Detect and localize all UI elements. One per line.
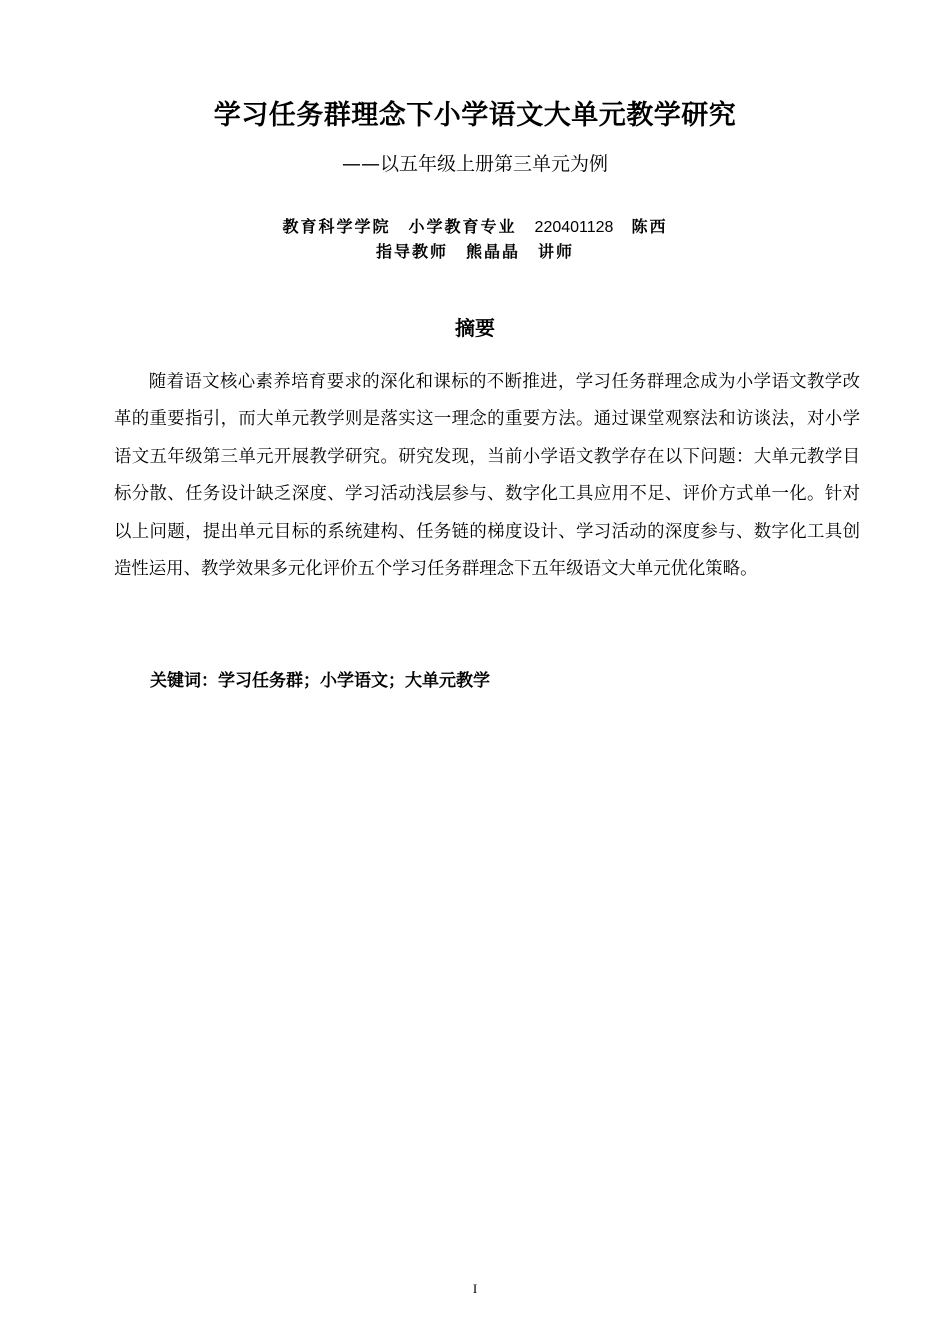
- author-major: 小学教育专业: [408, 217, 517, 236]
- author-college: 教育科学学院: [282, 217, 391, 236]
- keywords-line: [150, 666, 850, 696]
- advisor-label: 指导教师: [375, 242, 448, 261]
- abstract-body: 随着语文核心素养培育要求的深化和课标的不断推进，学习任务群理念成为小学语文教学改革的重要指引，而大单元教学则是落实这一理念的重要方法。通过课堂观察法和访谈法，对小学语文五年级第三单元开展教学研究。研究发现，当前小学语文教学存在以下问题：大单元教学目标分散、任务设计缺乏深度、学习活动浅层参与、数字化工具应用不足、评价方式单一化。针对以上问题，提出单元目标的系统建构、任务链的梯度设计、学习活动的深度参与、数字化工具创造性运用、教学效果多元化评价五个学习任务群理念下五年级语文大单元优化策略。: [114, 372, 860, 580]
- keywords-label: 关键词：: [150, 671, 218, 691]
- author-info: [0, 215, 950, 240]
- paper-title: 学习任务群理念下小学语文大单元教学研究: [213, 100, 737, 131]
- paper-subtitle: ——以五年级上册第三单元为例: [341, 153, 608, 175]
- author-name: 陈西: [631, 217, 668, 236]
- advisor-title: 讲师: [538, 242, 575, 261]
- keywords-list: 学习任务群；小学语文；大单元教学: [218, 671, 490, 691]
- abstract-heading: 摘要: [455, 316, 495, 340]
- advisor-info: [0, 240, 950, 264]
- advisor-name: 熊晶晶: [465, 242, 520, 261]
- page-number: I: [472, 1281, 478, 1296]
- author-student-id: 220401128: [534, 219, 614, 236]
